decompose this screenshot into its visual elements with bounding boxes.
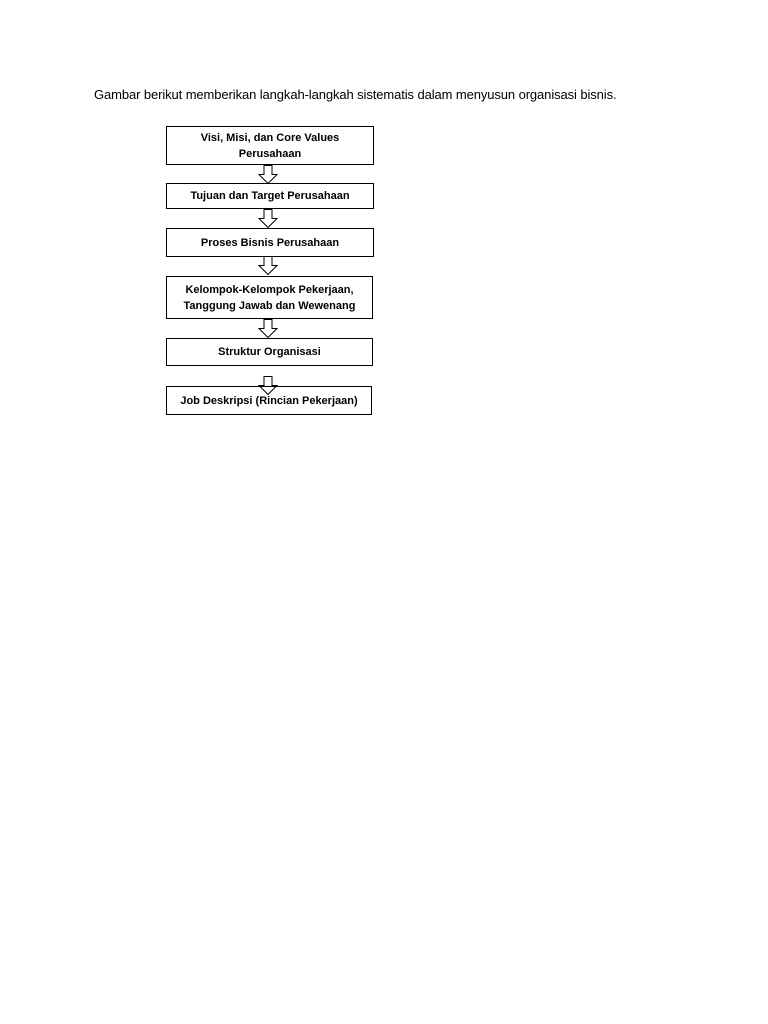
- step-label: Job Deskripsi (Rincian Pekerjaan): [180, 394, 358, 407]
- step-goals-box: [166, 183, 374, 209]
- step-label-line: Tanggung Jawab dan Wewenang: [183, 299, 356, 312]
- step-job-description-box: [166, 386, 372, 415]
- step-label: Struktur Organisasi: [218, 346, 321, 358]
- step-vision-mission-box: [166, 126, 374, 165]
- down-arrow-icon: [258, 165, 278, 184]
- down-arrow-icon: [258, 256, 278, 275]
- down-arrow-icon: [258, 209, 278, 228]
- intro-text: Gambar berikut memberikan langkah-langkah sistematis dalam menyusun organisasi bisnis.: [94, 87, 617, 102]
- step-org-structure-box: [166, 338, 373, 366]
- step-label-line: Kelompok-Kelompok Pekerjaan,: [185, 283, 354, 296]
- step-label-line: Visi, Misi, dan Core Values: [200, 131, 340, 144]
- step-work-groups-box: [166, 276, 373, 319]
- step-label-line: Perusahaan: [238, 147, 302, 160]
- down-arrow-icon: [258, 319, 278, 338]
- step-business-process-box: [166, 228, 374, 257]
- step-label: Proses Bisnis Perusahaan: [200, 236, 340, 249]
- step-label: Tujuan dan Target Perusahaan: [190, 190, 350, 202]
